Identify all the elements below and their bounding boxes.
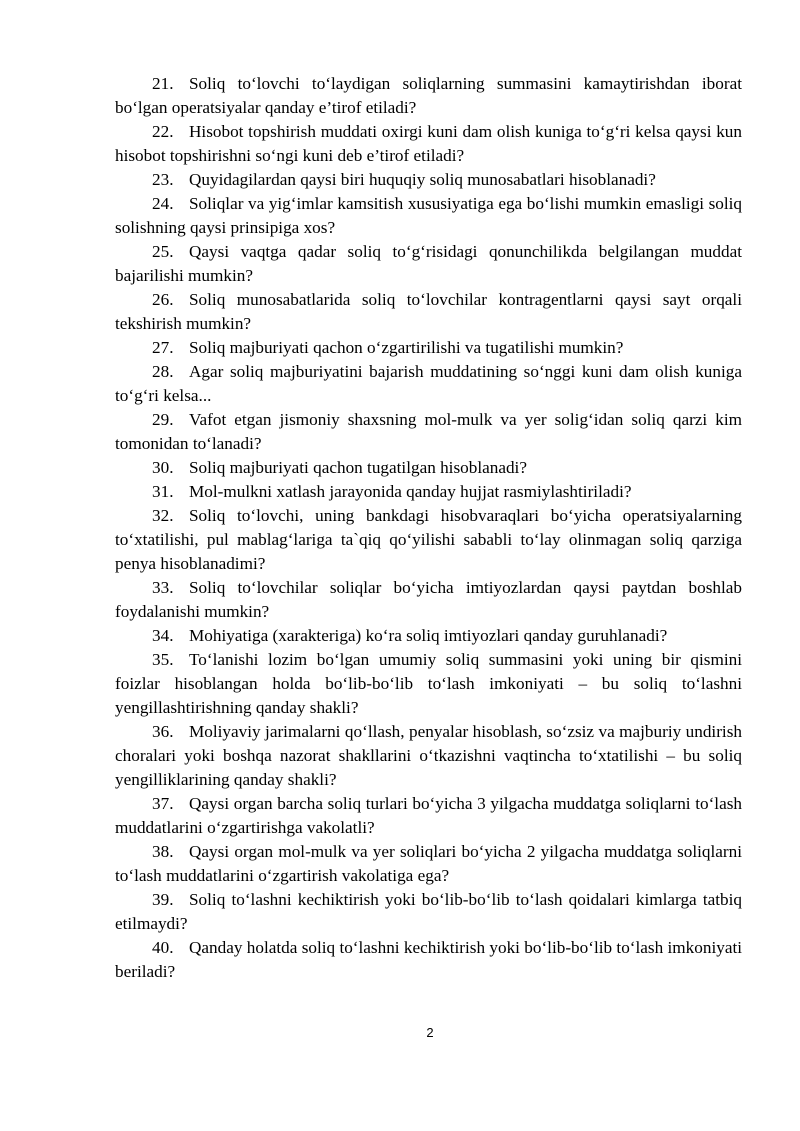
question-number: 34. xyxy=(152,626,174,645)
question-item xyxy=(115,192,742,240)
question-item xyxy=(115,336,742,360)
question-number: 26. xyxy=(152,290,174,309)
question-number: 28. xyxy=(152,362,174,381)
question-item xyxy=(115,480,742,504)
question-number: 21. xyxy=(152,74,174,93)
question-item xyxy=(115,840,742,888)
question-item xyxy=(115,720,742,792)
question-number: 31. xyxy=(152,482,174,501)
question-text: Vafot etgan jismoniy shaxsning mol-mulk va yer solig‘idan soliq qarzi kim tomonidan to‘lanadi? xyxy=(115,410,742,453)
question-item xyxy=(115,624,742,648)
question-text: Mol-mulkni xatlash jarayonida qanday hujjat rasmiylashtiriladi? xyxy=(189,482,632,501)
question-item xyxy=(115,360,742,408)
question-number: 35. xyxy=(152,650,174,669)
question-number: 29. xyxy=(152,410,174,429)
question-text: Soliq to‘lovchi to‘laydigan soliqlarning summasini kamaytirishdan iborat bo‘lgan operatsiyalar qanday e’tirof etiladi? xyxy=(115,74,742,117)
question-text: Agar soliq majburiyatini bajarish muddatining so‘nggi kuni dam olish kuniga to‘g‘ri kelsa... xyxy=(115,362,742,405)
question-text: To‘lanishi lozim bo‘lgan umumiy soliq summasini yoki uning bir qismini foizlar hisoblangan holda bo‘lib-bo‘lib to‘lash imkoniyati – bu soliq to‘lashni yengillashtirishning qanday shakli? xyxy=(115,650,742,717)
question-number: 32. xyxy=(152,506,174,525)
question-text: Qanday holatda soliq to‘lashni kechiktirish yoki bo‘lib-bo‘lib to‘lash imkoniyati beriladi? xyxy=(115,938,742,981)
question-item xyxy=(115,792,742,840)
question-number: 36. xyxy=(152,722,174,741)
question-item xyxy=(115,408,742,456)
question-text: Soliq majburiyati qachon tugatilgan hisoblanadi? xyxy=(189,458,527,477)
question-item xyxy=(115,648,742,720)
question-text: Hisobot topshirish muddati oxirgi kuni dam olish kuniga to‘g‘ri kelsa qaysi kun hisobot topshirishni so‘ngi kuni deb e’tirof etiladi? xyxy=(115,122,742,165)
question-item xyxy=(115,120,742,168)
question-text: Moliyaviy jarimalarni qo‘llash, penyalar hisoblash, so‘zsiz va majburiy undirish choralari yoki boshqa nazorat shakllarini o‘tkazishni vaqtincha to‘xtatilishi – bu soliq yengilliklarining qanday shakli? xyxy=(115,722,742,789)
question-item xyxy=(115,504,742,576)
question-item xyxy=(115,72,742,120)
question-item xyxy=(115,936,742,984)
question-number: 25. xyxy=(152,242,174,261)
question-number: 39. xyxy=(152,890,174,909)
question-text: Soliqlar va yig‘imlar kamsitish xususiyatiga ega bo‘lishi mumkin emasligi soliq solishning qaysi prinsipiga xos? xyxy=(115,194,742,237)
question-text: Soliq majburiyati qachon o‘zgartirilishi va tugatilishi mumkin? xyxy=(189,338,624,357)
question-number: 23. xyxy=(152,170,174,189)
question-item xyxy=(115,168,742,192)
question-number: 27. xyxy=(152,338,174,357)
question-item xyxy=(115,288,742,336)
question-number: 22. xyxy=(152,122,174,141)
question-text: Soliq to‘lovchi, uning bankdagi hisobvaraqlari bo‘yicha operatsiyalarning to‘xtatilishi, pul mablag‘lariga ta`qiq qo‘yilishi sababli to‘lay olinmagan soliq qarziga penya hisoblanadimi? xyxy=(115,506,742,573)
question-item xyxy=(115,888,742,936)
question-item xyxy=(115,240,742,288)
question-number: 24. xyxy=(152,194,174,213)
question-number: 37. xyxy=(152,794,174,813)
question-list xyxy=(115,72,742,984)
page-number: 2 xyxy=(426,1025,434,1040)
question-item xyxy=(115,456,742,480)
question-text: Qaysi organ mol-mulk va yer soliqlari bo‘yicha 2 yilgacha muddatga soliqlarni to‘lash muddatlarini o‘zgartirish vakolatiga ega? xyxy=(115,842,742,885)
question-text: Soliq to‘lashni kechiktirish yoki bo‘lib-bo‘lib to‘lash qoidalari kimlarga tatbiq etilmaydi? xyxy=(115,890,742,933)
question-text: Soliq to‘lovchilar soliqlar bo‘yicha imtiyozlardan qaysi paytdan boshlab foydalanishi mumkin? xyxy=(115,578,742,621)
question-text: Soliq munosabatlarida soliq to‘lovchilar kontragentlarni qaysi sayt orqali tekshirish mumkin? xyxy=(115,290,742,333)
question-number: 38. xyxy=(152,842,174,861)
question-number: 33. xyxy=(152,578,174,597)
question-text: Mohiyatiga (xarakteriga) ko‘ra soliq imtiyozlari qanday guruhlanadi? xyxy=(189,626,668,645)
question-number: 30. xyxy=(152,458,174,477)
question-item xyxy=(115,576,742,624)
question-number: 40. xyxy=(152,938,174,957)
question-text: Qaysi organ barcha soliq turlari bo‘yicha 3 yilgacha muddatga soliqlarni to‘lash muddatlarini o‘zgartirishga vakolatli? xyxy=(115,794,742,837)
question-text: Quyidagilardan qaysi biri huquqiy soliq munosabatlari hisoblanadi? xyxy=(189,170,656,189)
question-text: Qaysi vaqtga qadar soliq to‘g‘risidagi qonunchilikda belgilangan muddat bajarilishi mumkin? xyxy=(115,242,742,285)
